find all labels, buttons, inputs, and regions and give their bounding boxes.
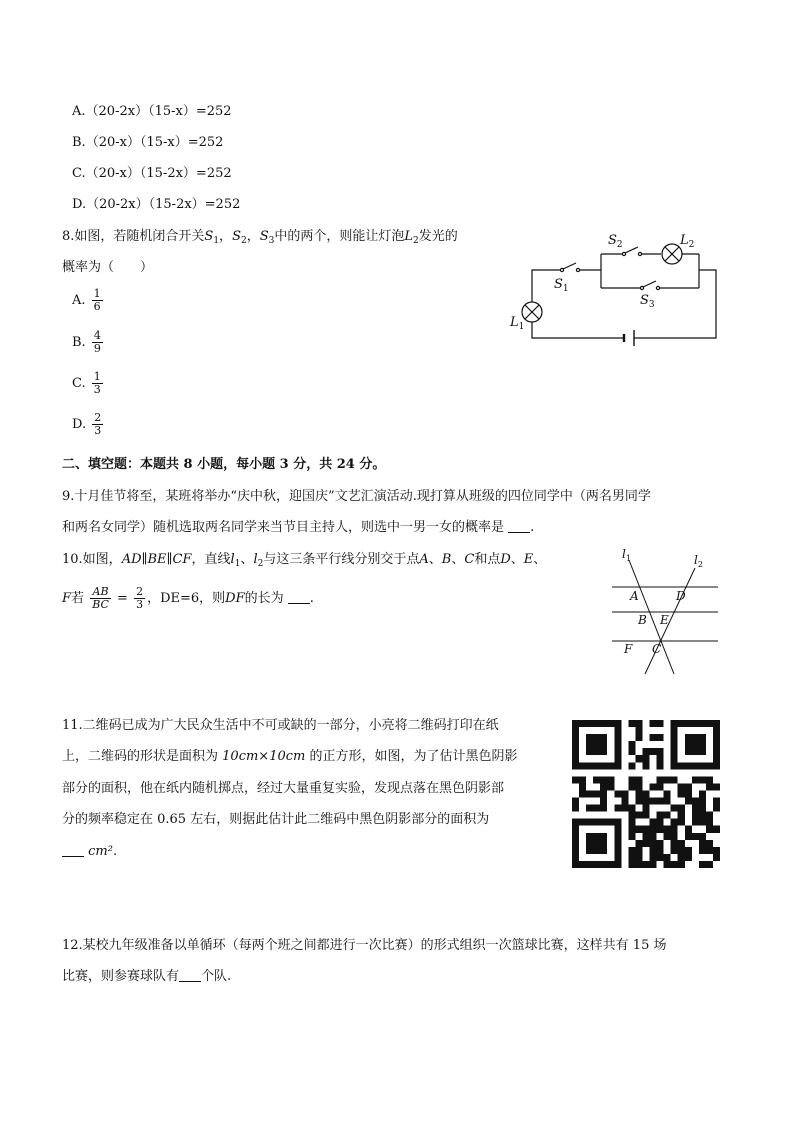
answer-blank: [508, 520, 530, 533]
q7-option-d: D.（20-2x）（15-2x）=252: [72, 197, 241, 212]
label-s2: $S_2$: [608, 233, 623, 250]
q8-option-d: D. $\frac{2}{3}$: [72, 411, 102, 437]
q11-line3: 部分的面积，他在纸内随机掷点，经过大量重复实验，发现点落在黑色阴影部: [62, 781, 505, 796]
q11-line1: 11.二维码已成为广大民众生活中不可或缺的一部分，小亮将二维码打印在纸: [62, 718, 499, 733]
fraction-value: $\frac{2}{3}$: [136, 585, 144, 611]
label-l2: $L_2$: [680, 233, 695, 250]
label-b: B: [638, 613, 647, 627]
q11-line5: cm².: [62, 843, 117, 861]
label-a: A: [630, 589, 639, 603]
answer-blank: [179, 969, 201, 982]
q8-stem-line2: 概率为（ ）: [62, 260, 154, 275]
section-heading: 二、填空题：本题共 8 小题，每小题 3 分，共 24 分。: [62, 457, 386, 472]
q10-line2: F若 $\frac{AB}{BC}$ = $\frac{2}{3}$ ，DE=6，则DF的长为 .: [62, 585, 314, 611]
label-d: D: [676, 589, 686, 603]
qr-code-image: [572, 720, 720, 868]
q8-option-a: A. $\frac{1}{6}$: [72, 287, 101, 313]
q7-option-c: C.（20-x）（15-2x）=252: [72, 166, 232, 181]
q11-line4: 分的频率稳定在 0.65 左右，则据此估计此二维码中黑色阴影部分的面积为: [62, 812, 490, 827]
q12-line2: 比赛，则参赛球队有 个队.: [62, 969, 232, 984]
q7-option-a: A.（20-2x）（15-x）=252: [72, 104, 232, 119]
q9-line2: 和两名女同学）随机选取两名同学来当节目主持人，则选中一男一女的概率是 .: [62, 520, 535, 535]
answer-blank: [288, 591, 310, 604]
q7-option-b: B.（20-x）（15-x）=252: [72, 135, 224, 150]
label-s1: $S_1$: [554, 277, 569, 294]
q10-line1: 10.如图，AD∥BE∥CF，直线$l_1$、$l_2$与这三条平行线分别交于点A、B、C和点D、E、: [62, 552, 547, 569]
fraction-ab-bc: $\frac{AB}{BC}$: [92, 585, 109, 611]
fraction: $\frac{2}{3}$: [94, 411, 102, 437]
fraction: $\frac{1}{3}$: [93, 370, 101, 396]
q8-option-b: B. $\frac{4}{9}$: [72, 329, 101, 355]
q8-stem: 8.如图，若随机闭合开关$S_1$，$S_2$，$S_3$中的两个，则能让灯泡$L_2$发光的: [62, 229, 458, 246]
q12-line1: 12.某校九年级准备以单循环（每两个班之间都进行一次比赛）的形式组织一次篮球比赛，这样共有 15 场: [62, 938, 667, 953]
fraction: $\frac{4}{9}$: [93, 329, 101, 355]
q9-line1: 9.十月佳节将至，某班将举办“庆中秋，迎国庆”文艺汇演活动.现打算从班级的四位同学中（两名男同学: [62, 489, 651, 504]
parallel-lines-figure: [608, 546, 724, 678]
label-l1: $L_1$: [510, 315, 525, 332]
circuit-diagram: [500, 228, 730, 352]
label-l1: $l_1$: [622, 547, 631, 563]
label-s3: $S_3$: [640, 293, 655, 310]
label-f: F: [624, 642, 633, 656]
label-e: E: [660, 613, 669, 627]
fraction: $\frac{1}{6}$: [93, 287, 101, 313]
q11-line2: 上，二维码的形状是面积为 10cm×10cm 的正方形，如图，为了估计黑色阴影: [62, 749, 518, 764]
answer-blank: [62, 844, 84, 857]
label-l2: $l_2$: [694, 553, 703, 569]
q8-option-c: C. $\frac{1}{3}$: [72, 370, 101, 396]
label-c: C: [652, 642, 662, 656]
